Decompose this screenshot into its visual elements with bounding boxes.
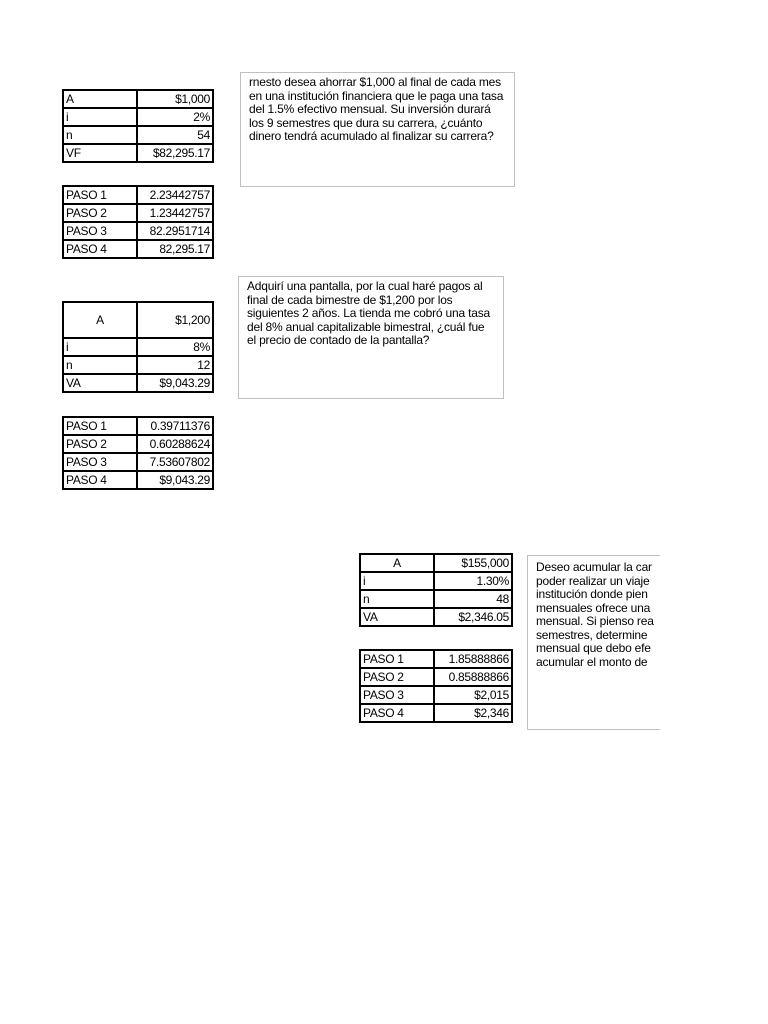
table-row <box>63 186 213 204</box>
label-cell: n <box>63 356 137 374</box>
problem3-steps-table <box>359 649 513 723</box>
table-row <box>63 240 213 258</box>
value-cell: 1.23442757 <box>137 204 213 222</box>
label-cell: VA <box>63 374 137 392</box>
label-cell: i <box>63 338 137 356</box>
value-cell: $9,043.29 <box>137 471 213 489</box>
value-cell: $1,000 <box>137 90 213 108</box>
problem2-steps-table <box>62 416 214 490</box>
value-cell: $2,346.05 <box>434 608 512 626</box>
label-cell: PASO 4 <box>63 471 137 489</box>
value-cell: 2% <box>137 108 213 126</box>
label-cell: n <box>360 590 434 608</box>
table-row <box>360 572 512 590</box>
value-cell: 82.2951714 <box>137 222 213 240</box>
table-row <box>63 302 213 338</box>
value-cell: $2,346 <box>434 704 512 722</box>
value-cell: 8% <box>137 338 213 356</box>
label-cell: PASO 2 <box>63 204 137 222</box>
label-cell: PASO 1 <box>63 186 137 204</box>
table-row <box>63 338 213 356</box>
label-cell: PASO 3 <box>360 686 434 704</box>
table-row <box>360 704 512 722</box>
label-cell: PASO 1 <box>63 417 137 435</box>
table-row <box>63 222 213 240</box>
value-cell: 12 <box>137 356 213 374</box>
label-cell: PASO 4 <box>63 240 137 258</box>
label-cell: VA <box>360 608 434 626</box>
problem3-statement: Deseo acumular la car poder realizar un viaje institución donde pien mensuales ofrece una mensual. Si pienso rea semestres, determine mensual que debo efe acumular el monto de <box>527 555 660 730</box>
table-row <box>63 417 213 435</box>
problem1-statement: rnesto desea ahorrar $1,000 al final de cada mes en una institución financiera que le paga una tasa del 1.5% efectivo mensual. Su inversión durará los 9 semestres que dura su carrera, ¿cuánto dinero tendrá acumulado al finalizar su carrera? <box>240 72 515 187</box>
value-cell: 2.23442757 <box>137 186 213 204</box>
problem2-statement: Adquirí una pantalla, por la cual haré pagos al final de cada bimestre de $1,200 por los siguientes 2 años. La tienda me cobró una tasa del 8% anual capitalizable bimestral, ¿cuál fue el precio de contado de la pantalla? <box>238 276 504 399</box>
label-cell: A <box>360 554 434 572</box>
table-row <box>63 374 213 392</box>
table-row <box>360 608 512 626</box>
problem1-steps-table <box>62 185 214 259</box>
label-cell: PASO 1 <box>360 650 434 668</box>
value-cell: 1.85888866 <box>434 650 512 668</box>
problem3-inputs-table <box>359 553 513 627</box>
table-row <box>63 144 213 162</box>
value-cell: 48 <box>434 590 512 608</box>
label-cell: VF <box>63 144 137 162</box>
value-cell: 0.85888866 <box>434 668 512 686</box>
value-cell: 54 <box>137 126 213 144</box>
value-cell: 82,295.17 <box>137 240 213 258</box>
value-cell: $9,043.29 <box>137 374 213 392</box>
value-cell: $155,000 <box>434 554 512 572</box>
table-row <box>63 204 213 222</box>
value-cell: $82,295.17 <box>137 144 213 162</box>
label-cell: PASO 2 <box>63 435 137 453</box>
label-cell: A <box>63 90 137 108</box>
table-row <box>360 650 512 668</box>
table-row <box>360 590 512 608</box>
value-cell: 0.60288624 <box>137 435 213 453</box>
problem1-inputs-table <box>62 89 214 163</box>
label-cell: PASO 2 <box>360 668 434 686</box>
table-row <box>63 435 213 453</box>
value-cell: $1,200 <box>137 302 213 338</box>
table-row <box>63 90 213 108</box>
label-cell: A <box>63 302 137 338</box>
label-cell: i <box>360 572 434 590</box>
table-row <box>360 554 512 572</box>
label-cell: n <box>63 126 137 144</box>
table-row <box>63 126 213 144</box>
label-cell: i <box>63 108 137 126</box>
table-row <box>63 108 213 126</box>
value-cell: 7.53607802 <box>137 453 213 471</box>
table-row <box>360 668 512 686</box>
problem2-inputs-table <box>62 301 214 393</box>
table-row <box>63 356 213 374</box>
table-row <box>360 686 512 704</box>
label-cell: PASO 4 <box>360 704 434 722</box>
value-cell: 0.39711376 <box>137 417 213 435</box>
label-cell: PASO 3 <box>63 222 137 240</box>
table-row <box>63 471 213 489</box>
table-row <box>63 453 213 471</box>
value-cell: $2,015 <box>434 686 512 704</box>
label-cell: PASO 3 <box>63 453 137 471</box>
value-cell: 1.30% <box>434 572 512 590</box>
